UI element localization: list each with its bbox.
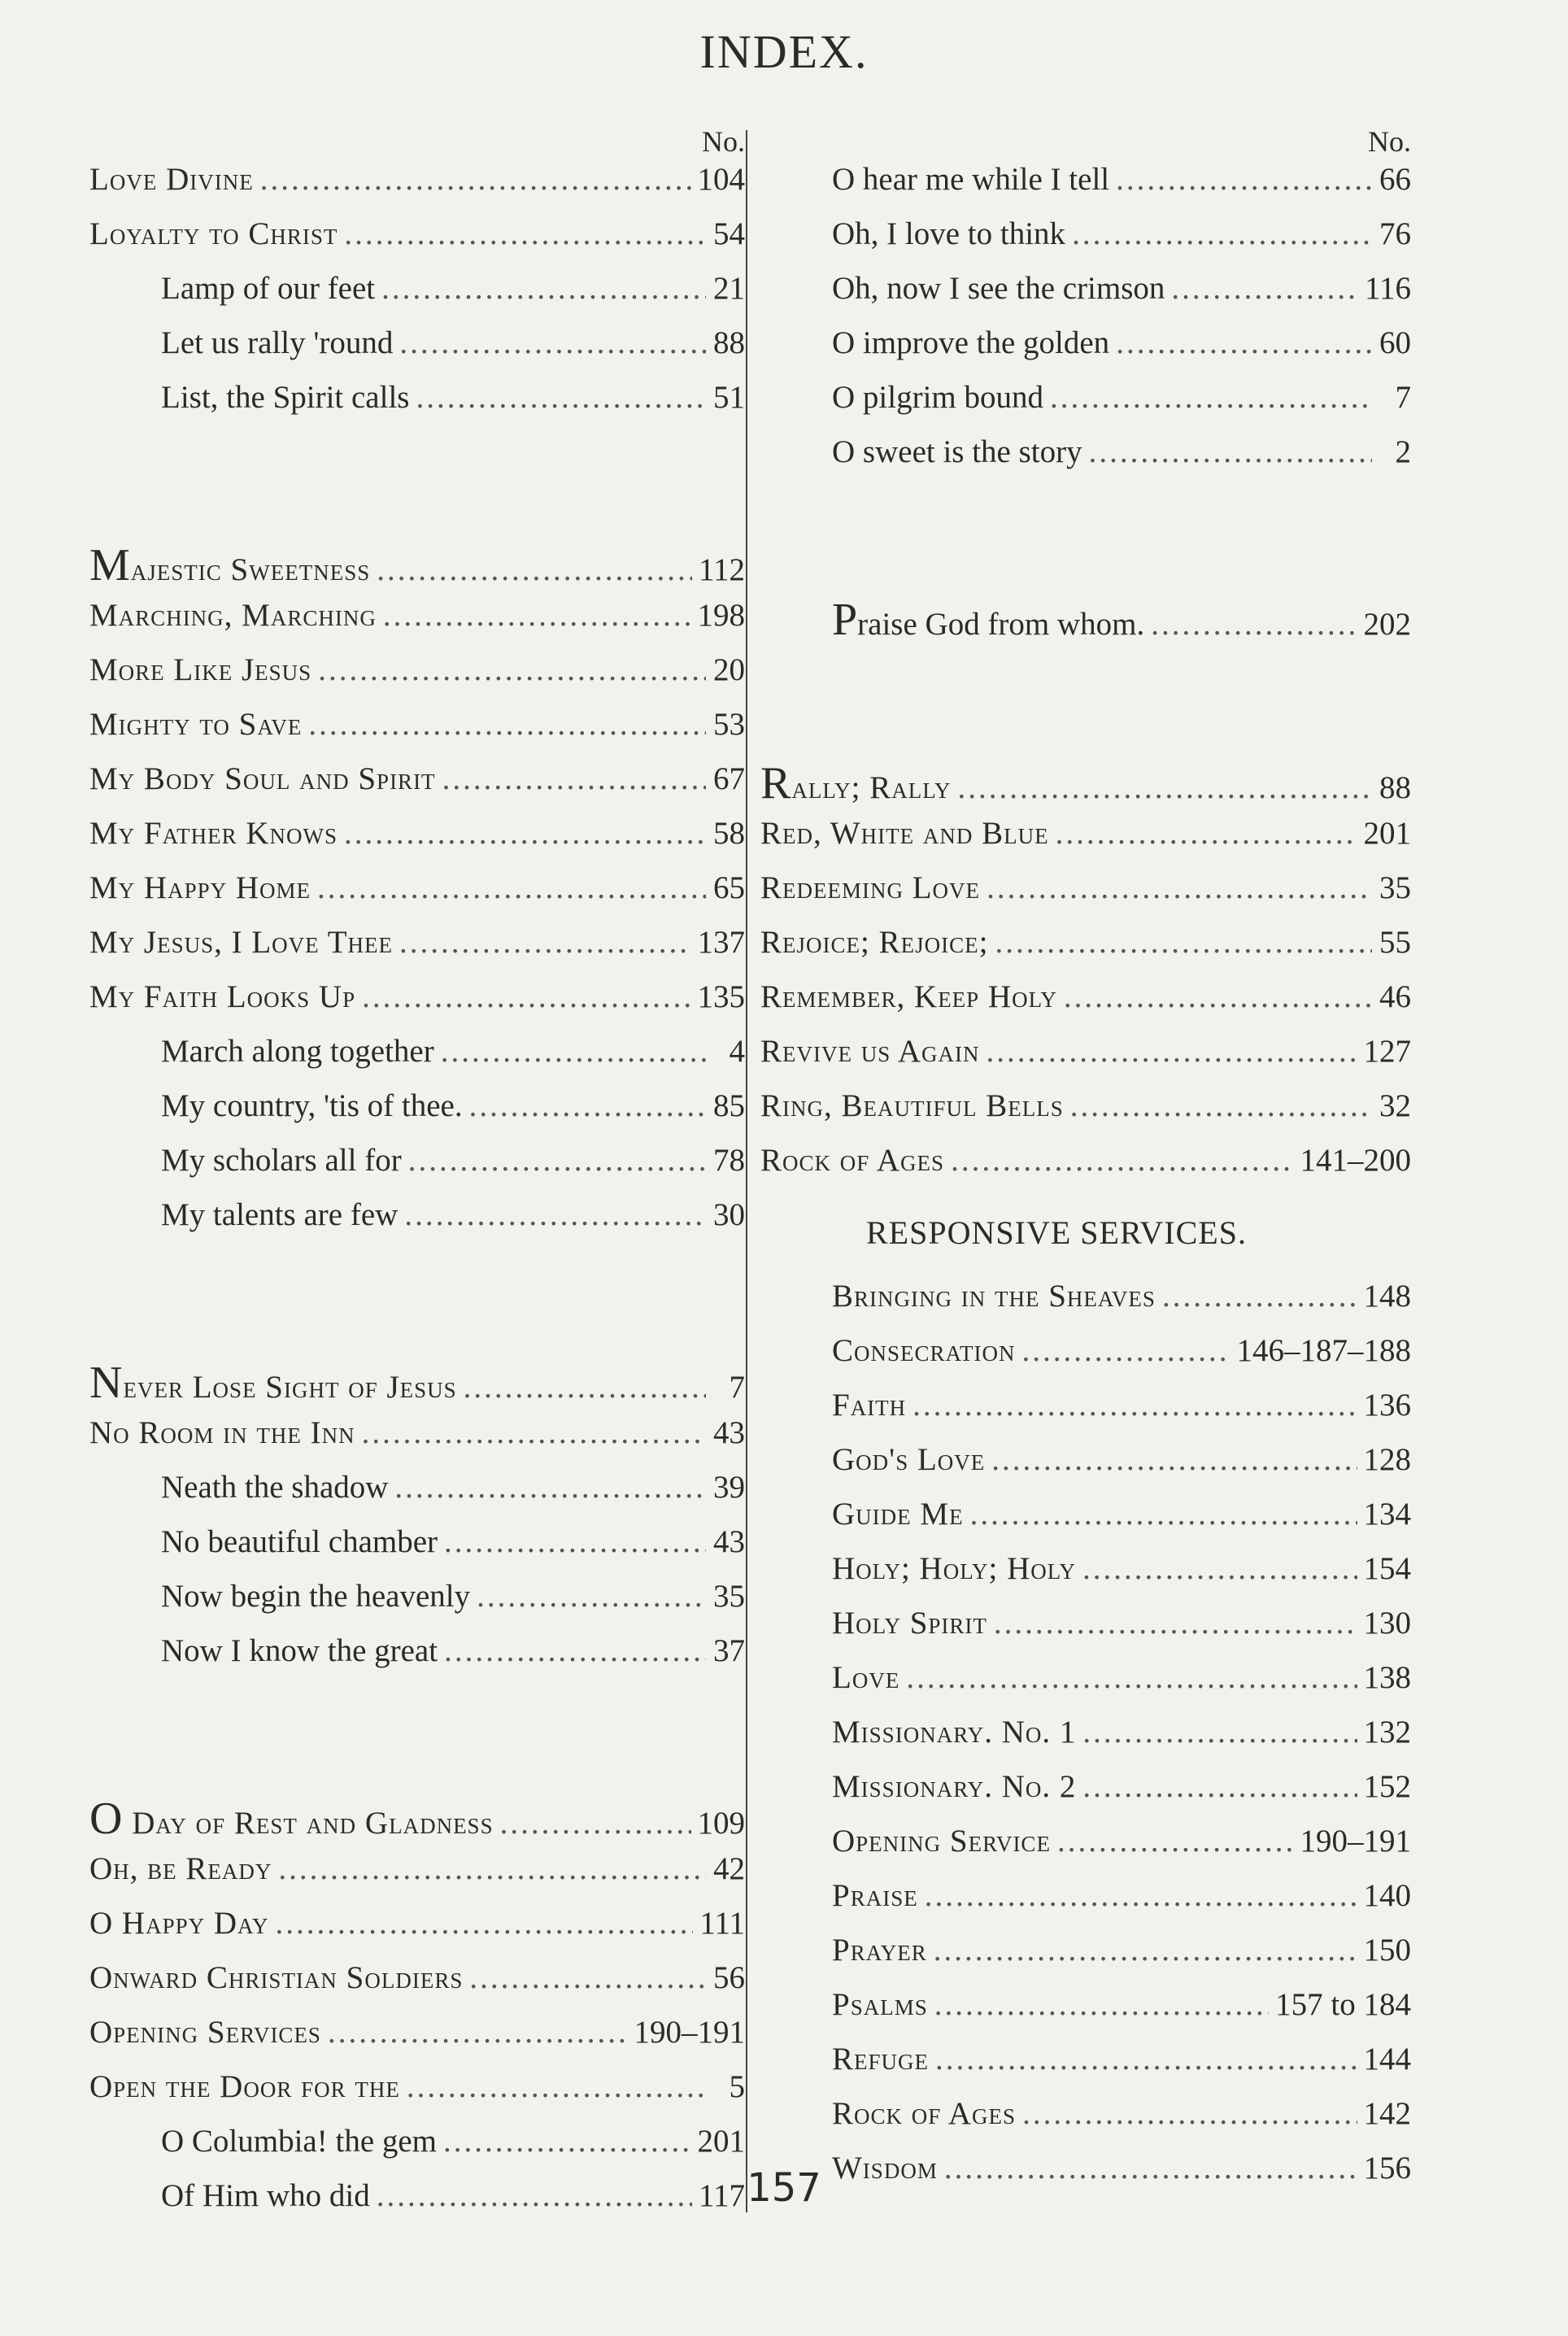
- hymn-number: 35: [713, 1579, 745, 1614]
- hymn-number: 150: [1363, 1933, 1411, 1968]
- leader-dots: [328, 2014, 628, 2051]
- hymn-number: 88: [713, 325, 745, 360]
- entry-title: Refuge: [832, 2042, 930, 2077]
- index-entry: [89, 978, 745, 1033]
- leader-dots: [1151, 606, 1357, 643]
- leader-dots: [934, 1932, 1357, 1968]
- hymn-number: 132: [1363, 1715, 1411, 1750]
- entry-title: My Body Soul and Spirit: [89, 761, 436, 796]
- hymn-number: 85: [713, 1088, 745, 1123]
- entry-title: My Father Knows: [89, 816, 338, 851]
- index-entry: [760, 1087, 1411, 1142]
- hymn-number: 32: [1379, 1088, 1411, 1123]
- index-entry: [760, 1441, 1411, 1496]
- hymn-number: 35: [1379, 870, 1411, 905]
- leader-dots: [442, 761, 706, 797]
- entry-title: Rejoice; Rejoice;: [760, 925, 989, 960]
- index-entry: [89, 1360, 745, 1414]
- entry-title: O Columbia! the gem: [161, 2124, 438, 2159]
- hymn-number: 112: [698, 552, 745, 587]
- leader-dots: [1171, 270, 1358, 307]
- leader-dots: [383, 597, 691, 634]
- index-entry: [760, 1986, 1411, 2041]
- leader-dots: [1070, 1087, 1372, 1124]
- hymn-number: 65: [713, 870, 745, 905]
- entry-title: My scholars all for: [161, 1143, 402, 1178]
- leader-dots: [318, 652, 706, 688]
- index-entry: [89, 1959, 745, 2014]
- index-entry: [89, 1142, 745, 1196]
- hymn-number: 109: [697, 1806, 745, 1841]
- entry-title: O Day of Rest and Gladness: [89, 1793, 494, 1844]
- section-gap: [760, 488, 1411, 543]
- leader-dots: [1022, 2095, 1357, 2132]
- hymn-number: 4: [729, 1034, 745, 1069]
- index-entry: [760, 1659, 1411, 1714]
- leader-dots: [408, 1142, 706, 1179]
- leader-dots: [477, 1578, 706, 1615]
- entry-title: My Jesus, I Love Thee: [89, 925, 394, 960]
- leader-dots: [317, 869, 706, 906]
- index-entry: [760, 1033, 1411, 1087]
- entry-title: Consecration: [832, 1333, 1016, 1368]
- entry-title: Neath the shadow: [161, 1470, 389, 1505]
- entry-title: Now I know the great: [161, 1633, 438, 1668]
- entry-title: Mighty to Save: [89, 707, 303, 742]
- entry-title: Oh, now I see the crimson: [832, 271, 1165, 306]
- entry-title: Never Lose Sight of Jesus: [89, 1358, 457, 1408]
- hymn-number: 56: [713, 1960, 745, 1995]
- leader-dots: [951, 1142, 1293, 1179]
- leader-dots: [1022, 1332, 1230, 1369]
- hymn-number: 157 to 184: [1275, 1987, 1411, 2022]
- index-entry: [760, 978, 1411, 1033]
- index-entry: [89, 652, 745, 706]
- hymn-number: 127: [1363, 1034, 1411, 1069]
- entry-title: Of Him who did: [161, 2178, 370, 2213]
- index-entry: [760, 1142, 1411, 1196]
- index-entry: [89, 869, 745, 924]
- section-gap: [89, 1251, 745, 1305]
- index-entry: [89, 1414, 745, 1469]
- index-column-right: [760, 122, 1411, 2204]
- entry-title: Open the Door for the: [89, 2069, 400, 2104]
- index-entry: [89, 540, 745, 597]
- entry-title: Guide Me: [832, 1497, 964, 1532]
- hymn-number: 20: [713, 652, 745, 687]
- leader-dots: [399, 924, 690, 961]
- index-entry: [89, 597, 745, 652]
- entry-title: List, the Spirit calls: [161, 380, 410, 415]
- entry-title: God's Love: [832, 1442, 986, 1477]
- leader-dots: [1072, 216, 1372, 252]
- leader-dots: [1050, 379, 1372, 416]
- entry-title: Love: [832, 1660, 900, 1695]
- hymn-number: 30: [713, 1197, 745, 1232]
- entry-title: Praise: [832, 1878, 918, 1913]
- hymn-number: 43: [713, 1524, 745, 1559]
- hymn-number: 42: [713, 1851, 745, 1886]
- hymn-number: 2: [1395, 434, 1411, 469]
- drop-initial: M: [89, 540, 131, 591]
- leader-dots: [912, 1387, 1357, 1423]
- hymn-number: 51: [713, 380, 745, 415]
- section-gap: [760, 652, 1411, 706]
- index-entry: [89, 1793, 745, 1850]
- index-entry: [89, 379, 745, 434]
- entry-title: Majestic Sweetness: [89, 540, 371, 591]
- index-entry: [760, 1387, 1411, 1441]
- leader-dots: [404, 1196, 706, 1233]
- hymn-number: 137: [697, 925, 745, 960]
- drop-initial: R: [760, 758, 792, 808]
- leader-dots: [344, 815, 706, 852]
- index-entry: [89, 1905, 745, 1959]
- index-entry: [89, 161, 745, 216]
- hymn-number: 134: [1363, 1497, 1411, 1532]
- hymn-number: 190–191: [1300, 1824, 1411, 1859]
- hymn-number: 148: [1363, 1279, 1411, 1314]
- leader-dots: [308, 706, 706, 743]
- hymn-number: 117: [698, 2178, 745, 2213]
- entry-title: Ring, Beautiful Bells: [760, 1088, 1064, 1123]
- index-entry: [89, 2014, 745, 2068]
- hymn-number: 202: [1363, 607, 1411, 642]
- page-number: 157: [747, 2165, 821, 2211]
- section-heading: RESPONSIVE SERVICES.: [866, 1214, 1247, 1251]
- hymn-number: 37: [713, 1633, 745, 1668]
- leader-dots: [1162, 1278, 1357, 1314]
- index-entry: [89, 1632, 745, 1687]
- index-entry: [89, 706, 745, 761]
- index-entry: [89, 815, 745, 869]
- index-entry: [760, 1496, 1411, 1550]
- number-column-label: No.: [702, 125, 745, 158]
- hymn-number: 136: [1363, 1388, 1411, 1423]
- entry-title: Red, White and Blue: [760, 816, 1049, 851]
- entry-title: Psalms: [832, 1987, 928, 2022]
- leader-dots: [399, 325, 706, 361]
- section-gap: [760, 543, 1411, 597]
- leader-dots: [416, 379, 706, 416]
- drop-initial: N: [89, 1358, 124, 1408]
- leader-dots: [394, 1469, 706, 1506]
- index-entry: [760, 1332, 1411, 1387]
- hymn-number: 46: [1379, 979, 1411, 1014]
- leader-dots: [994, 1605, 1357, 1641]
- leader-dots: [995, 924, 1372, 961]
- index-entry: [760, 1714, 1411, 1768]
- leader-dots: [1082, 1714, 1357, 1750]
- entry-title: My Faith Looks Up: [89, 979, 356, 1014]
- drop-initial: P: [832, 595, 858, 645]
- hymn-number: 54: [713, 216, 745, 251]
- entry-title: Remember, Keep Holy: [760, 979, 1057, 1014]
- hymn-number: 130: [1363, 1606, 1411, 1641]
- leader-dots: [377, 551, 692, 588]
- index-entry: [89, 216, 745, 270]
- index-entry: [760, 1932, 1411, 1986]
- index-entry: [760, 924, 1411, 978]
- entry-title: No Room in the Inn: [89, 1415, 355, 1450]
- hymn-number: 88: [1379, 770, 1411, 805]
- leader-dots: [444, 1632, 706, 1669]
- entry-title: O Happy Day: [89, 1906, 269, 1941]
- entry-title: My Happy Home: [89, 870, 311, 905]
- leader-dots: [1056, 815, 1357, 852]
- index-column-left: [89, 122, 745, 2232]
- leader-dots: [407, 2068, 706, 2105]
- leader-dots: [260, 161, 691, 198]
- index-entry: [760, 161, 1411, 216]
- hymn-number: 53: [713, 707, 745, 742]
- hymn-number: 58: [713, 816, 745, 851]
- entry-title: Lamp of our feet: [161, 271, 376, 306]
- index-entry: [760, 434, 1411, 488]
- entry-title: No beautiful chamber: [161, 1524, 438, 1559]
- section-gap: [89, 1741, 745, 1796]
- index-list-right: [760, 161, 1411, 2204]
- index-entry: [760, 815, 1411, 869]
- entry-title: Love Divine: [89, 162, 254, 197]
- entry-title: Missionary. No. 2: [832, 1769, 1077, 1804]
- leader-dots: [1116, 325, 1372, 361]
- index-entry: [760, 1823, 1411, 1877]
- leader-dots: [344, 216, 706, 252]
- entry-title: More Like Jesus: [89, 652, 312, 687]
- column-divider: [746, 130, 747, 2212]
- entry-title: O improve the golden: [832, 325, 1110, 360]
- leader-dots: [443, 2123, 690, 2159]
- index-entry: [760, 270, 1411, 325]
- number-column-label: No.: [1368, 125, 1411, 158]
- hymn-number: 76: [1379, 216, 1411, 251]
- leader-dots: [362, 1414, 706, 1451]
- index-entry: [760, 1877, 1411, 1932]
- index-entry: [760, 2095, 1411, 2150]
- entry-title: Holy Spirit: [832, 1606, 987, 1641]
- hymn-number: 190–191: [634, 2015, 745, 2050]
- leader-dots: [444, 1523, 706, 1560]
- leader-dots: [987, 1033, 1357, 1070]
- entry-title: Oh, I love to think: [832, 216, 1066, 251]
- entry-title: O hear me while I tell: [832, 162, 1110, 197]
- leader-dots: [991, 1441, 1357, 1478]
- entry-title: Bringing in the Sheaves: [832, 1279, 1156, 1314]
- hymn-number: 116: [1364, 271, 1411, 306]
- entry-title: My country, 'tis of thee.: [161, 1088, 463, 1123]
- leader-dots: [381, 270, 706, 307]
- hymn-number: 154: [1363, 1551, 1411, 1586]
- leader-dots: [1057, 1823, 1294, 1859]
- leader-dots: [1082, 1550, 1357, 1587]
- hymn-number: 66: [1379, 162, 1411, 197]
- index-entry: [89, 1196, 745, 1251]
- entry-title: Prayer: [832, 1933, 927, 1968]
- leader-dots: [1064, 978, 1372, 1015]
- hymn-number: 138: [1363, 1660, 1411, 1695]
- leader-dots: [469, 1087, 706, 1124]
- hymn-number: 201: [697, 2124, 745, 2159]
- entry-title: Onward Christian Soldiers: [89, 1960, 464, 1995]
- leader-dots: [276, 1905, 694, 1942]
- entry-title: Opening Services: [89, 2015, 321, 2050]
- hymn-number: 104: [697, 162, 745, 197]
- leader-dots: [464, 1369, 706, 1406]
- leader-dots: [970, 1496, 1357, 1532]
- hymn-number: 39: [713, 1470, 745, 1505]
- entry-title: My talents are few: [161, 1197, 399, 1232]
- hymn-number: 152: [1363, 1769, 1411, 1804]
- section-gap: [89, 1687, 745, 1741]
- leader-dots: [934, 1986, 1269, 2023]
- index-entry: [760, 2041, 1411, 2095]
- hymn-number: 43: [713, 1415, 745, 1450]
- hymn-number: 135: [697, 979, 745, 1014]
- hymn-number: 144: [1363, 2042, 1411, 2077]
- entry-title: Redeeming Love: [760, 870, 981, 905]
- hymn-number: 198: [697, 598, 745, 633]
- hymn-number: 146–187–188: [1236, 1333, 1411, 1368]
- index-entry: [89, 924, 745, 978]
- hymn-number: 21: [713, 271, 745, 306]
- entry-title: Opening Service: [832, 1824, 1051, 1859]
- hymn-number: 7: [729, 1370, 745, 1405]
- hymn-number: 78: [713, 1143, 745, 1178]
- hymn-number: 140: [1363, 1878, 1411, 1913]
- leader-dots: [1082, 1768, 1357, 1805]
- index-entry: [89, 1850, 745, 1905]
- entry-title: Rock of Ages: [832, 2096, 1017, 2131]
- index-entry: [760, 1768, 1411, 1823]
- hymn-number: 67: [713, 761, 745, 796]
- index-entry: [89, 2068, 745, 2123]
- leader-dots: [987, 869, 1372, 906]
- index-entry: [760, 758, 1411, 815]
- entry-title: Faith: [832, 1388, 907, 1423]
- hymn-number: 128: [1363, 1442, 1411, 1477]
- leader-dots: [441, 1033, 706, 1070]
- index-entry: [89, 325, 745, 379]
- entry-title: O pilgrim bound: [832, 380, 1043, 415]
- hymn-number: 60: [1379, 325, 1411, 360]
- hymn-number: 55: [1379, 925, 1411, 960]
- section-gap: [89, 1305, 745, 1360]
- hymn-number: 142: [1363, 2096, 1411, 2131]
- hymn-number: 7: [1395, 380, 1411, 415]
- hymn-number: 156: [1363, 2151, 1411, 2186]
- entry-title: Holy; Holy; Holy: [832, 1551, 1077, 1586]
- entry-title: Oh, be Ready: [89, 1851, 272, 1886]
- hymn-number: 201: [1363, 816, 1411, 851]
- index-entry: [89, 270, 745, 325]
- leader-dots: [362, 978, 690, 1015]
- index-entry: [89, 1469, 745, 1523]
- index-entry: [89, 1087, 745, 1142]
- leader-dots: [906, 1659, 1357, 1696]
- entry-title: Missionary. No. 1: [832, 1715, 1077, 1750]
- leader-dots: [925, 1877, 1357, 1914]
- index-entry: [89, 1578, 745, 1632]
- section-gap: [89, 488, 745, 543]
- leader-dots: [500, 1805, 691, 1841]
- leader-dots: [1116, 161, 1372, 198]
- index-entry: [89, 1033, 745, 1087]
- index-entry: [760, 1550, 1411, 1605]
- leader-dots: [1089, 434, 1372, 470]
- section-gap: [89, 434, 745, 488]
- index-entry: [760, 597, 1411, 652]
- entry-title: Rock of Ages: [760, 1143, 945, 1178]
- entry-title: Now begin the heavenly: [161, 1579, 471, 1614]
- index-entry: [760, 379, 1411, 434]
- index-list-left: [89, 161, 745, 2232]
- hymn-number: 141–200: [1300, 1143, 1411, 1178]
- leader-dots: [935, 2041, 1357, 2077]
- index-entry: [760, 1278, 1411, 1332]
- leader-dots: [958, 769, 1372, 806]
- index-entry: [760, 216, 1411, 270]
- entry-title: Let us rally 'round: [161, 325, 394, 360]
- entry-title: O sweet is the story: [832, 434, 1082, 469]
- hymn-number: 5: [729, 2069, 745, 2104]
- hymn-number: 111: [699, 1906, 745, 1941]
- entry-title: Revive us Again: [760, 1034, 980, 1069]
- entry-title: Praise God from whom.: [832, 595, 1145, 645]
- leader-dots: [469, 1959, 706, 1996]
- index-entry: [760, 325, 1411, 379]
- entry-title: Wisdom: [832, 2151, 938, 2186]
- index-entry: [760, 869, 1411, 924]
- entry-title: March along together: [161, 1034, 434, 1069]
- entry-title: Marching, Marching: [89, 598, 377, 633]
- index-entry: [760, 1605, 1411, 1659]
- page-title: INDEX.: [699, 25, 869, 78]
- entry-title: Loyalty to Christ: [89, 216, 338, 251]
- section-gap: [760, 706, 1411, 761]
- drop-initial: O: [89, 1793, 124, 1844]
- leader-dots: [278, 1850, 706, 1887]
- index-entry: [89, 761, 745, 815]
- entry-title: Rally; Rally: [760, 758, 952, 808]
- index-entry: [89, 1523, 745, 1578]
